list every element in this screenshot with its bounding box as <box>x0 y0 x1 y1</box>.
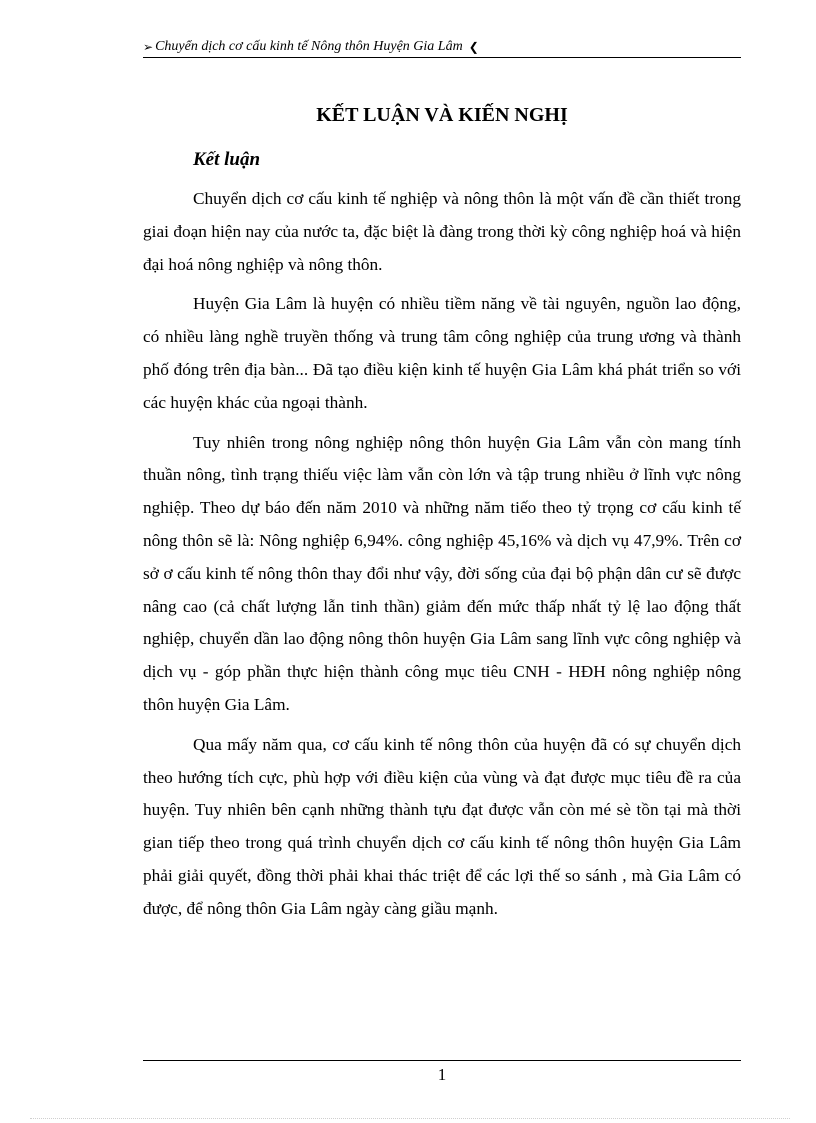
paragraph-2: Huyện Gia Lâm là huyện có nhiều tiềm năng về tài nguyên, nguồn lao động, có nhiều làng nghề truyền thống và trung tâm công nghiệp của trung ương và thành phố đóng trên địa bàn... Đã tạo điều kiện kinh tế huyện Gia Lâm khá phát triển so với các huyện khác của ngoại thành. <box>143 294 741 412</box>
footer-divider <box>143 1060 741 1061</box>
arrow-right-icon: ➢ <box>143 40 154 54</box>
paragraph-4: Qua mấy năm qua, cơ cấu kinh tế nông thôn của huyện đã có sự chuyển dịch theo hướng tích cực, phù hợp với điều kiện của vùng và đạt được mục tiêu đề ra của huyện. Tuy nhiên bên cạnh những thành tựu đạt được vẫn còn mé sè tồn tại mà thời gian tiếp theo trong quá trình chuyển dịch cơ cấu kinh tế nông thôn huyện Gia Lâm phải giải quyết, đồng thời phải khai thác triệt để các lợi thế so sánh , mà Gia Lâm có được, để nông thôn Gia Lâm ngày càng giầu mạnh. <box>143 734 741 918</box>
body-text <box>143 183 741 933</box>
page-number: 1 <box>437 1065 447 1084</box>
running-header <box>143 37 741 58</box>
paragraph-3: Tuy nhiên trong nông nghiệp nông thôn huyện Gia Lâm vẫn còn mang tính thuần nông, tình trạng thiếu việc làm vẫn còn lớn và tập trung nhiều ở lĩnh vực nông nghiệp. Theo dự báo đến năm 2010 và những năm tiếo theo tỷ trọng cơ cấu kinh tế nông thôn sẽ là: Nông nghiệp 6,94%. công nghiệp 45,16% và dịch vụ 47,9%. Trên cơ sở ơ cấu kinh tế nông thôn thay đổi như vậy, đời sống của đại bộ phận dân cư sẽ được nâng cao (cả chất lượng lẫn tinh thần) giảm đến mức thấp nhất tỷ lệ lao động thất nghiệp, chuyển dần lao động nông thôn huyện Gia Lâm sang lĩnh vực công nghiệp và dịch vụ - góp phần thực hiện thành công mục tiêu CNH - HĐH nông nghiệp nông thôn huyện Gia Lâm. <box>143 432 741 714</box>
page-title: KẾT LUẬN VÀ KIẾN NGHỊ <box>316 104 568 126</box>
paragraph-1: Chuyển dịch cơ cấu kinh tế nghiệp và nông thôn là một vấn đề cần thiết trong giai đoạn hiện nay của nước ta, đặc biệt là đàng trong thời kỳ công nghiệp hoá và hiện đại hoá nông nghiệp và nông thôn. <box>143 189 741 274</box>
header-text: Chuyển dịch cơ cấu kinh tế Nông thôn Huyện Gia Lâm <box>155 39 463 54</box>
arrow-left-icon: ❮ <box>468 40 479 54</box>
section-heading: Kết luận <box>193 149 261 170</box>
page-bottom-edge <box>30 1118 790 1119</box>
